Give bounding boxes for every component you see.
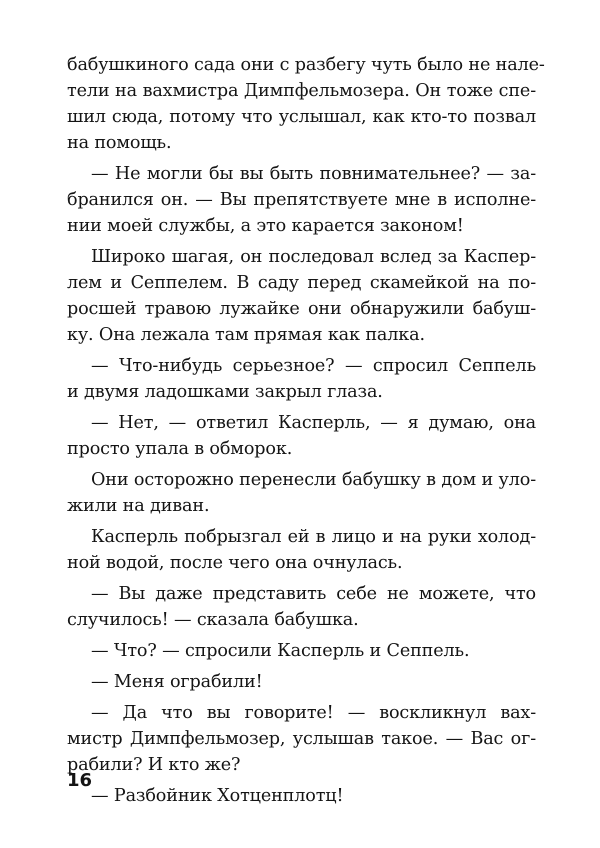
- text-line: шил сюда, потому что услышал, как кто-то позвал: [67, 107, 536, 127]
- paragraph: [67, 244, 536, 348]
- text-line: ной водой, после чего она очнулась.: [67, 553, 403, 573]
- text-line: — Да что вы говорите! — воскликнул вах-: [91, 703, 536, 723]
- text-line: на помощь.: [67, 133, 172, 153]
- text-line: — Меня ограбили!: [91, 672, 263, 692]
- text-line: — Разбойник Хотценплотц!: [91, 786, 344, 806]
- paragraph: [67, 524, 536, 576]
- text-line: Касперль побрызгал ей в лицо и на руки холод-: [91, 527, 536, 547]
- paragraph: [67, 161, 536, 239]
- paragraph: [67, 52, 545, 156]
- text-line: — Нет, — ответил Касперль, — я думаю, она: [91, 413, 536, 433]
- text-line: рабили? И кто же?: [67, 755, 241, 775]
- text-line: росшей травою лужайке они обнаружили бабуш-: [67, 299, 536, 319]
- text-line: тели на вахмистра Димпфельмозера. Он тоже спе-: [67, 81, 536, 101]
- text-line: случилось! — сказала бабушка.: [67, 610, 359, 630]
- paragraph: [67, 581, 536, 633]
- paragraph: [67, 669, 536, 695]
- paragraph: [67, 410, 536, 462]
- text-line: — Не могли бы вы быть повнимательнее? — за-: [91, 164, 536, 184]
- text-line: ку. Она лежала там прямая как палка.: [67, 325, 425, 345]
- text-line: бабушкиного сада они с разбегу чуть было не нале-: [67, 55, 545, 75]
- text-line: нии моей службы, а это карается законом!: [67, 216, 464, 236]
- paragraph: [67, 353, 536, 405]
- text-line: бранился он. — Вы препятствуете мне в исполне-: [67, 190, 536, 210]
- text-line: — Что? — спросили Касперль и Сеппель.: [91, 641, 470, 661]
- text-line: мистр Димпфельмозер, услышав такое. — Вас ог-: [67, 729, 536, 749]
- text-line: — Что-нибудь серьезное? — спросил Сеппель: [91, 356, 536, 376]
- paragraph: [67, 700, 536, 778]
- text-line: Широко шагая, он последовал вслед за Каспер-: [91, 247, 536, 267]
- body-text: [67, 52, 545, 809]
- text-line: просто упала в обморок.: [67, 439, 293, 459]
- text-line: и двумя ладошками закрыл глаза.: [67, 382, 383, 402]
- text-line: — Вы даже представить себе не можете, что: [91, 584, 536, 604]
- text-line: Они осторожно перенесли бабушку в дом и уло-: [91, 470, 536, 490]
- paragraph: [67, 783, 536, 809]
- text-line: лем и Сеппелем. В саду перед скамейкой на по-: [67, 273, 536, 293]
- text-line: жили на диван.: [67, 496, 210, 516]
- paragraph: [67, 467, 536, 519]
- page-number: 16: [67, 770, 93, 791]
- paragraph: [67, 638, 536, 664]
